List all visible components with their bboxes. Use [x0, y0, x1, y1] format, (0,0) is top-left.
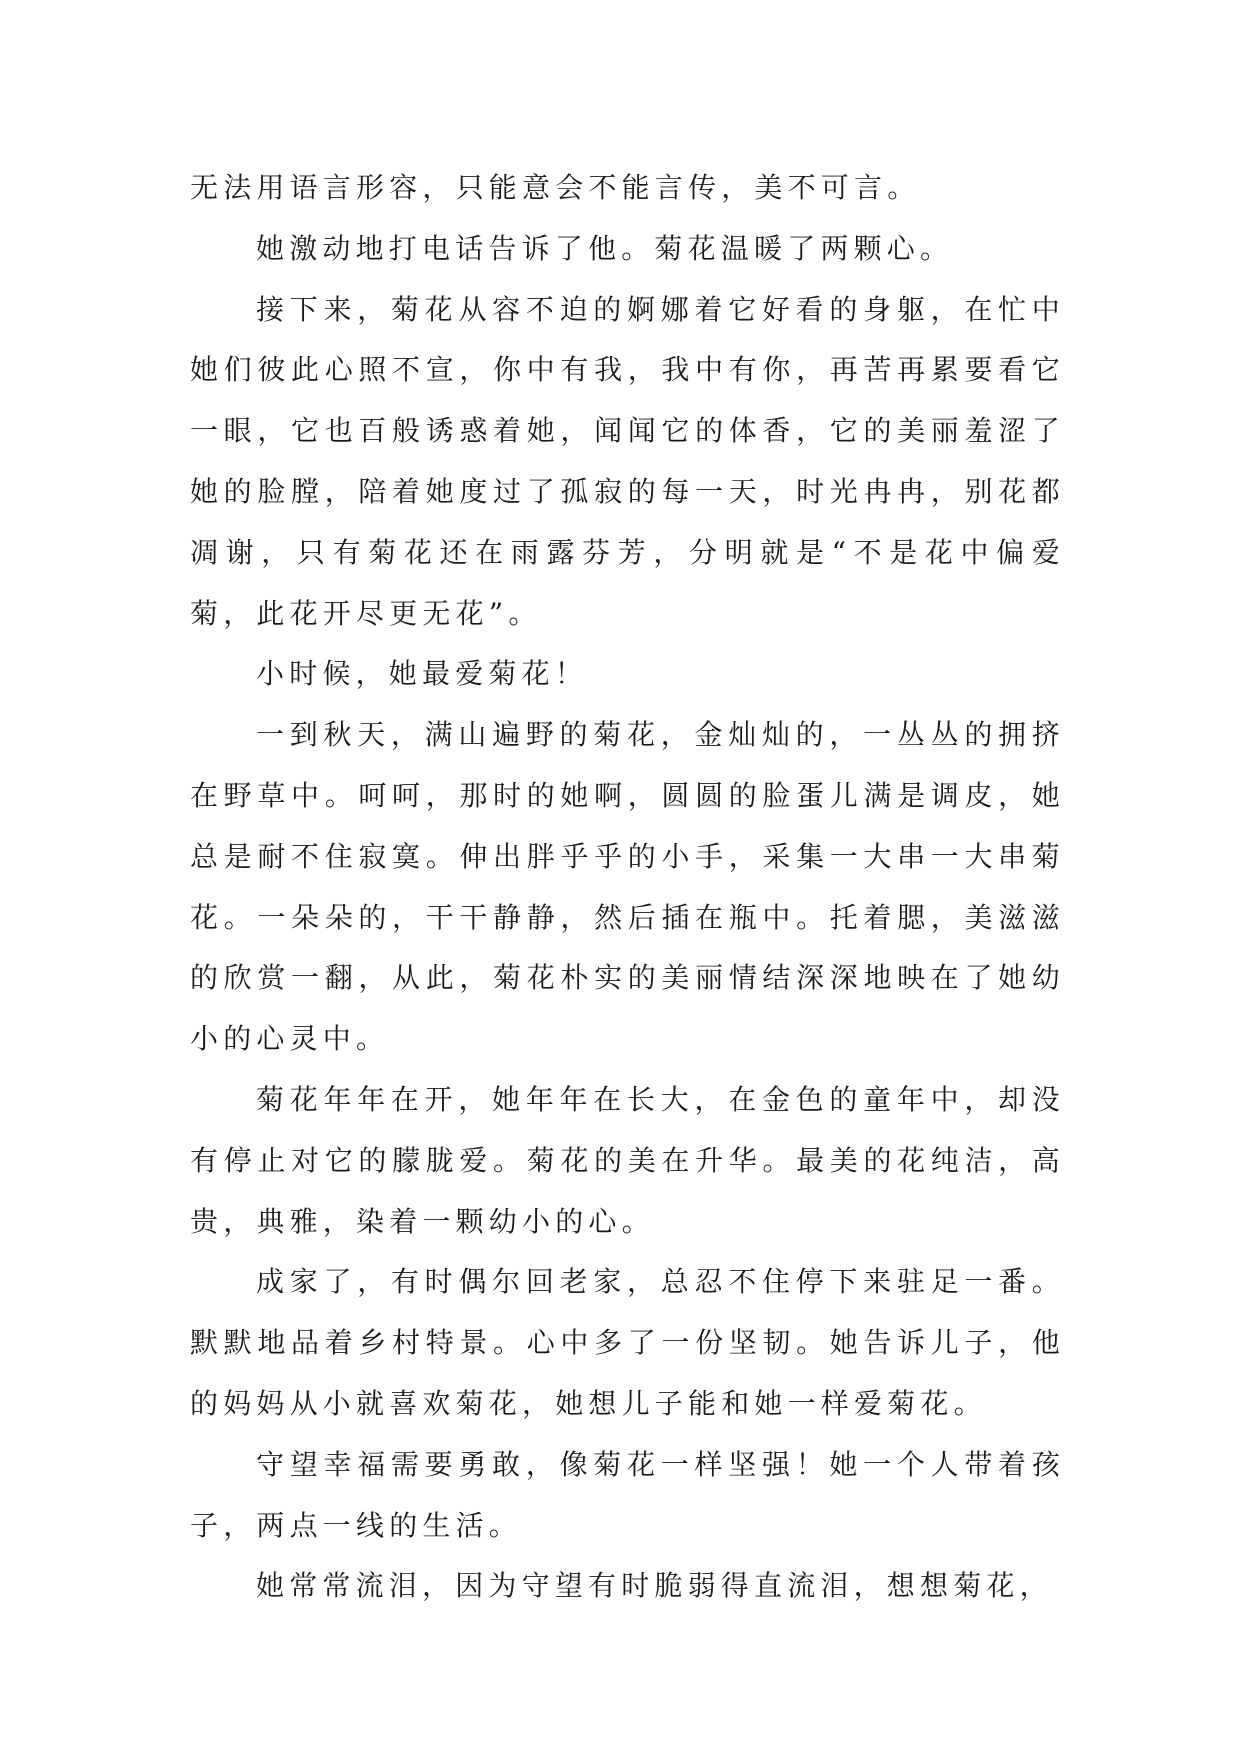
paragraph-8: 守望幸福需要勇敢，像菊花一样坚强！她一个人带着孩子，两点一线的生活。	[190, 1447, 1065, 1542]
paragraph-3: 接下来，菊花从容不迫的婀娜着它好看的身躯，在忙中她们彼此心照不宣，你中有我，我中有你，再苦再累要看它一眼，它也百般诱惑着她，闻闻它的体香，它的美丽羞涩了她的脸膛，陪着她度过了孤寂的每一天，时光冉冉，别花都凋谢，只有菊花还在雨露芬芳，分明就是“不是花中偏爱菊，此花开尽更无花”。	[190, 292, 1065, 630]
paragraph-4: 小时候，她最爱菊花！	[256, 657, 589, 691]
paragraph-7: 成家了，有时偶尔回老家，总忍不住停下来驻足一番。默默地品着乡村特景。心中多了一份坚韧。她告诉儿子，他的妈妈从小就喜欢菊花，她想儿子能和她一样爱菊花。	[190, 1265, 1065, 1420]
paragraph-9: 她常常流泪，因为守望有时脆弱得直流泪，想想菊花，	[256, 1569, 1053, 1603]
paragraph-5: 一到秋天，满山遍野的菊花，金灿灿的，一丛丛的拥挤在野草中。呵呵，那时的她啊，圆圆的脸蛋儿满是调皮，她总是耐不住寂寞。伸出胖乎乎的小手，采集一大串一大串菊花。一朵朵的，干干静静，然后插在瓶中。托着腮，美滋滋的欣赏一翻，从此，菊花朴实的美丽情结深深地映在了她幼小的心灵中。	[190, 718, 1065, 1056]
paragraph-2: 她激动地打电话告诉了他。菊花温暖了两颗心。	[256, 231, 954, 265]
paragraph-6: 菊花年年在开，她年年在长大，在金色的童年中，却没有停止对它的朦胧爱。菊花的美在升华。最美的花纯洁，高贵，典雅，染着一颗幼小的心。	[190, 1082, 1065, 1238]
paragraph-1: 无法用语言形容，只能意会不能言传，美不可言。	[190, 171, 921, 204]
document-body	[190, 158, 1065, 1617]
